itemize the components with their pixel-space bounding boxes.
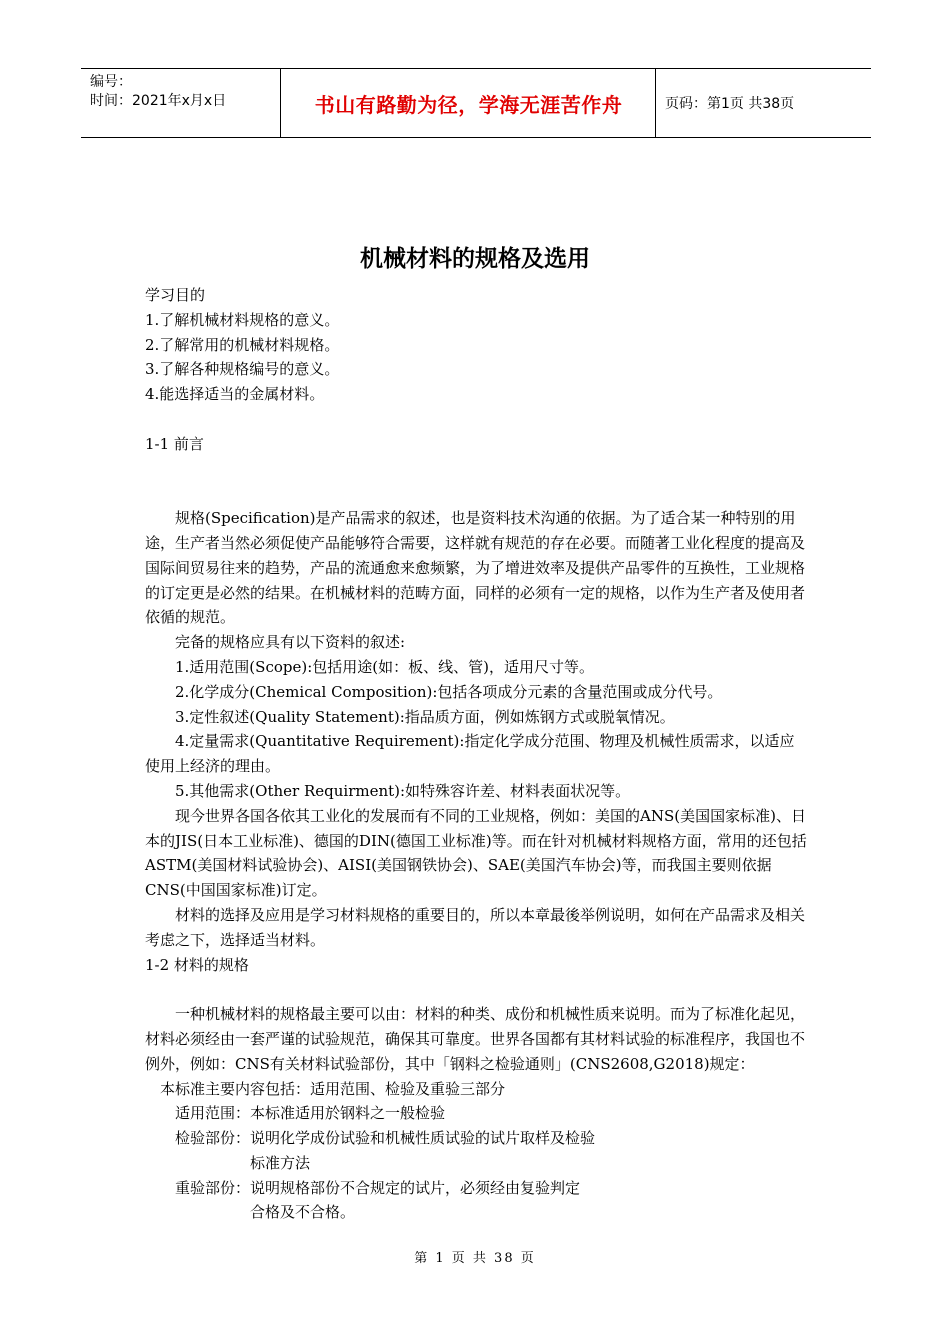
list-item: 5.其他需求(Other Requirment):如特殊容许差、材料表面状况等。 [175, 781, 631, 800]
document-body [145, 283, 807, 1225]
section-heading: 1-1 前言 [145, 434, 204, 453]
paragraph: 完备的规格应具有以下资料的叙述: [175, 633, 406, 652]
document-title: 机械材料的规格及选用 [360, 246, 590, 272]
paragraph: 现今世界各国各依其工业化的发展而有不同的工业规格，例如：美国的ANS(美国国家标准)、日本的JIS(日本工业标准)、德国的DIN(德国工业标准)等。而在针对机械材料规格方面，常用的还包括ASTM(美国材料试验协会)、AISI(美国钢铁协会)、SAE(美国汽车协会)等，而我国主要则依据CNS(中国国家标准)订定。 [145, 806, 807, 900]
objectives-heading: 学习目的 [145, 286, 206, 304]
list-item: 3.定性叙述(Quality Statement):指品质方面，例如炼钢方式或脱氧情况。 [175, 707, 675, 726]
standard-line: 检验部份：说明化学成份试验和机械性质试验的试片取样及检验 [175, 1129, 596, 1148]
document-time-label: 时间：2021年x月x日 [90, 93, 227, 109]
standard-line: 标准方法 [250, 1153, 311, 1172]
objective-item: 3.了解各种规格编号的意义。 [145, 360, 340, 379]
standard-line: 重验部份：说明规格部份不合规定的试片，必须经由复验判定 [175, 1178, 581, 1197]
standard-line: 适用范围：本标准适用於钢料之一般检验 [175, 1104, 446, 1123]
paragraph: 一种机械材料的规格最主要可以由：材料的种类、成份和机械性质来说明。而为了标准化起见，材料必须经由一套严谨的试验规范，确保其可靠度。世界各国都有其材料试验的标准程序，我国也不例外，例如：CNS有关材料试验部份，其中「钢料之检验通则」(CNS2608,G2018)规定： [145, 1005, 806, 1073]
document-header [81, 68, 871, 138]
paragraph: 规格(Specification)是产品需求的叙述，也是资料技术沟通的依据。为了适合某一种特别的用途，生产者当然必须促使产品能够符合需要，这样就有规范的存在必要。而随著工业化程度的提高及国际间贸易往来的趋势，产品的流通愈来愈频繁，为了增进效率及提供产品零件的互换性，工业规格的订定更是必然的结果。在机械材料的范畴方面，同样的必须有一定的规格，以作为生产者及使用者依循的规范。 [145, 509, 806, 627]
list-item: 2.化学成分(Chemical Composition):包括各项成分元素的含量范围或成分代号。 [175, 682, 723, 701]
header-meta [81, 69, 281, 137]
document-number-label: 编号： [90, 74, 132, 90]
header-page-label: 页码：第1页 共38页 [665, 96, 795, 112]
standard-line: 合格及不合格。 [250, 1203, 356, 1222]
page-footer: 第 1 页 共 38 页 [414, 1251, 536, 1266]
objective-item: 2.了解常用的机械材料规格。 [145, 335, 340, 354]
list-item: 4.定量需求(Quantitative Requirement):指定化学成分范围、物理及机械性质需求，以适应使用上经济的理由。 [145, 732, 795, 776]
header-motto: 书山有路勤为径，学海无涯苦作舟 [282, 69, 656, 137]
objective-item: 4.能选择适当的金属材料。 [145, 385, 325, 404]
section-heading: 1-2 材料的规格 [145, 955, 249, 974]
objective-item: 1.了解机械材料规格的意义。 [145, 310, 340, 329]
standard-line: 本标准主要内容包括：适用范围、检验及重验三部分 [160, 1079, 506, 1098]
paragraph: 材料的选择及应用是学习材料规格的重要目的，所以本章最後举例说明，如何在产品需求及相关考虑之下，选择适当材料。 [145, 905, 806, 949]
list-item: 1.适用范围(Scope):包括用途(如：板、线、管)，适用尺寸等。 [175, 657, 594, 676]
